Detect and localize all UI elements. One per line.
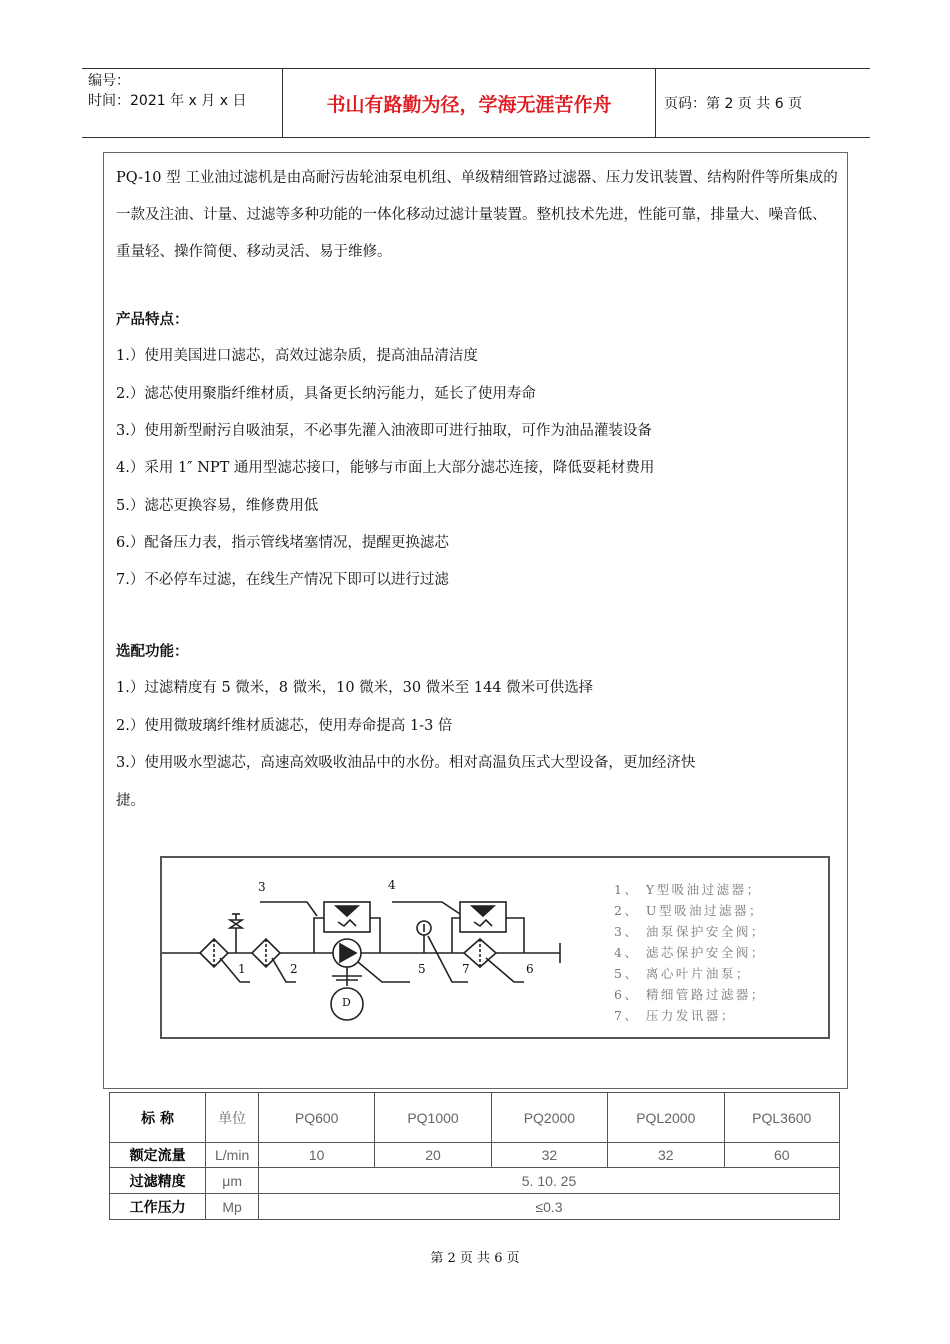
- header-motto: 书山有路勤为径，学海无涯苦作舟: [282, 69, 656, 137]
- model-cell: PQL2000: [608, 1093, 724, 1143]
- model-cell: PQ600: [259, 1093, 375, 1143]
- callout-6: 6: [526, 962, 534, 976]
- spec-table: [109, 1092, 840, 1220]
- table-header-row: [110, 1093, 840, 1143]
- options-title: 选配功能：: [116, 643, 189, 660]
- row-unit: Mp: [206, 1194, 259, 1220]
- row-label: 工作压力: [110, 1194, 206, 1220]
- feature-item: 6.）配备压力表，指示管线堵塞情况，提醒更换滤芯: [116, 535, 449, 551]
- legend-item: 7、 压力发讯器；: [614, 1008, 736, 1023]
- header-page-label: 页码：第 2 页 共 6 页: [664, 96, 803, 112]
- value-cell: 60: [724, 1143, 839, 1168]
- features-title: 产品特点：: [116, 311, 189, 328]
- callout-1: 1: [238, 962, 246, 976]
- feature-item: 7.）不必停车过滤，在线生产情况下即可以进行过滤: [116, 572, 449, 588]
- feature-item: 3.）使用新型耐污自吸油泵，不必事先灌入油液即可进行抽取，可作为油品灌装设备: [116, 423, 652, 439]
- table-row: [110, 1194, 840, 1220]
- span-value-cell: 5. 10. 25: [259, 1168, 840, 1194]
- callout-5: 5: [418, 962, 426, 976]
- header-unit-cell: 单位: [206, 1093, 259, 1143]
- feature-item: 2.）滤芯使用聚脂纤维材质，具备更长纳污能力，延长了使用寿命: [116, 386, 536, 402]
- page-footer: 第 2 页 共 6 页: [430, 1251, 520, 1266]
- table-row: [110, 1143, 840, 1168]
- page-header: [82, 68, 870, 138]
- feature-item: 1.）使用美国进口滤芯，高效过滤杂质，提高油品清洁度: [116, 348, 478, 364]
- callout-7: 7: [462, 962, 470, 976]
- legend-item: 4、 滤芯保护安全阀；: [614, 945, 766, 960]
- callout-3: 3: [258, 880, 266, 894]
- header-label-cell: 标 称: [110, 1093, 206, 1143]
- value-cell: 20: [375, 1143, 491, 1168]
- value-cell: 10: [259, 1143, 375, 1168]
- option-item: 2.）使用微玻璃纤维材质滤芯，使用寿命提高 1-3 倍: [116, 718, 453, 734]
- callout-2: 2: [290, 962, 298, 976]
- motor-label: D: [342, 996, 351, 1009]
- legend-item: 5、 离心叶片油泵；: [614, 966, 751, 981]
- row-unit: μm: [206, 1168, 259, 1194]
- option-item: 捷。: [116, 793, 145, 809]
- model-cell: PQ2000: [491, 1093, 607, 1143]
- legend-item: 1、 Y型吸油过滤器；: [614, 882, 762, 897]
- row-label: 额定流量: [110, 1143, 206, 1168]
- feature-item: 5.）滤芯更换容易，维修费用低: [116, 498, 319, 514]
- legend-item: 3、 油泵保护安全阀；: [614, 924, 766, 939]
- option-item: 1.）过滤精度有 5 微米，8 微米，10 微米，30 微米至 144 微米可供选择: [116, 680, 594, 696]
- model-cell: PQ1000: [375, 1093, 491, 1143]
- option-item: 3.）使用吸水型滤芯，高速高效吸收油品中的水份。相对高温负压式大型设备，更加经济快: [116, 755, 696, 771]
- feature-item: 4.）采用 1″ NPT 通用型滤芯接口，能够与市面上大部分滤芯连接，降低耍耗材费用: [116, 460, 655, 476]
- value-cell: 32: [491, 1143, 607, 1168]
- value-cell: 32: [608, 1143, 724, 1168]
- table-row: [110, 1168, 840, 1194]
- legend-item: 6、 精细管路过滤器；: [614, 987, 766, 1002]
- header-meta: [88, 71, 282, 111]
- row-label: 过滤精度: [110, 1168, 206, 1194]
- row-unit: L/min: [206, 1143, 259, 1168]
- callout-4: 4: [388, 878, 396, 892]
- date-label: 时间：2021 年 x 月 x 日: [88, 93, 247, 109]
- span-value-cell: ≤0.3: [259, 1194, 840, 1220]
- legend-item: 2、 U型吸油过滤器；: [614, 903, 764, 918]
- number-label: 编号：: [88, 73, 130, 89]
- model-cell: PQL3600: [724, 1093, 839, 1143]
- intro-paragraph: PQ-10 型 工业油过滤机是由高耐污齿轮油泵电机组、单级精细管路过滤器、压力发讯装置、结构附件等所集成的一款及注油、计量、过滤等多种功能的一体化移动过滤计量装置。整机技术先进，性能可靠，排量大、噪音低、重量轻、操作简便、移动灵活、易于维修。: [116, 170, 838, 260]
